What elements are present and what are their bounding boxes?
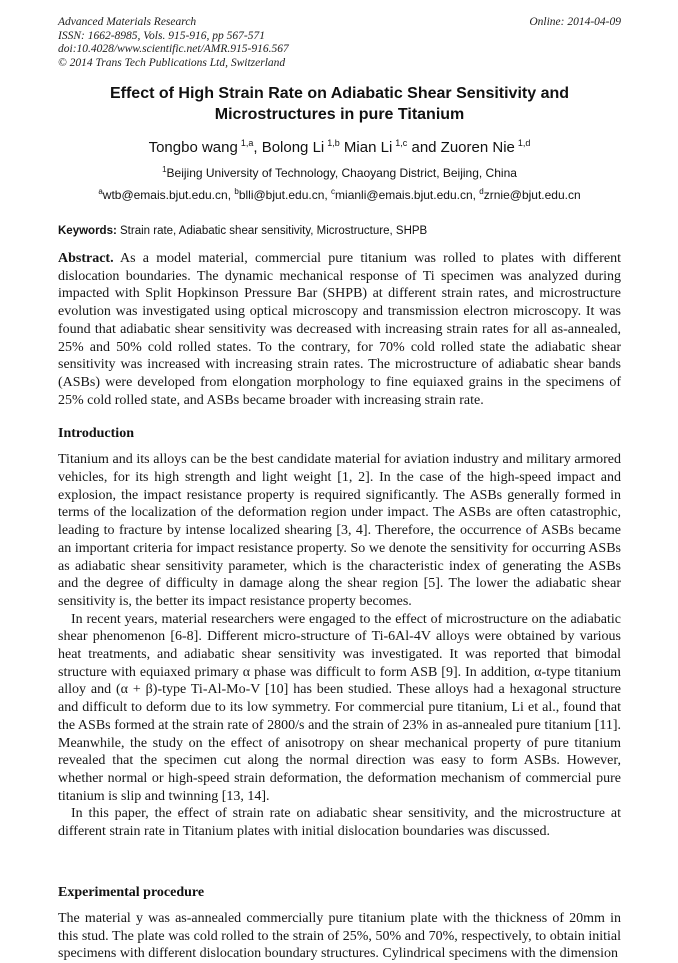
section-heading-introduction: Introduction bbox=[58, 426, 134, 442]
author-name: , Bolong Li bbox=[253, 139, 325, 156]
abstract-label: Abstract. bbox=[58, 251, 114, 266]
emails-line bbox=[58, 187, 621, 202]
affiliation-line bbox=[58, 165, 621, 180]
author-affil-marker: 1,b bbox=[327, 138, 340, 148]
paper-title-line1: Effect of High Strain Rate on Adiabatic Shear Sensitivity and bbox=[109, 85, 570, 102]
publication-header bbox=[58, 16, 621, 70]
author-name: and Zuoren Nie bbox=[407, 139, 515, 156]
experimental-procedure-paragraph-1: The material y was as-annealed commercially pure titanium plate with the thickness of 20mm in this stud. The plate was cold rolled to the strain of 25%, 50% and 70%, respectively, to obtain initial specimens with different dislocation boundary structures. Cylindrical specimens with the dimension bbox=[58, 910, 621, 962]
introduction-paragraph-1: Titanium and its alloys can be the best candidate material for aviation industry and military armored vehicles, for its high strength and light weight [1, 2]. In the case of the high-speed impact and explosion, the impact resistance property is required significantly. The ASBs generally formed in terms of the localization of the deformation region under impact. The ASBs are often catastrophic, leading to fracture by intense localized shearing [3, 4]. Therefore, the occurrence of ASBs became an important criteria for impact resistance property. So we denote the sensitivity for occurring ASBs as adiabatic shear sensitivity parameter, which is the characteristic index of generating the ASBs and the degree of difficulty in damage along the shear region [5]. The lower the adiabatic shear sensitivity is, the better its impact resistance property becomes. bbox=[58, 452, 621, 609]
introduction-paragraph-2: In recent years, material researchers were engaged to the effect of microstructure on the adiabatic shear phenomenon [6-8]. Different micro-structure of Ti-6Al-4V alloys were obtained by various heat treatments, and adiabatic shear sensitivity was investigated. It was reported that bimodal structure with equiaxed primary α phase was difficult to form ASB [9]. In addition, α-type titanium alloy and (α + β)-type Ti-Al-Mo-V [10] has been studied. These alloys had a hexagonal structure and difficult to deform due to its low symmetry. For commercial pure titanium, Li et al., found that the ASBs formed at the strain rate of 2800/s and the strain of 23% in as-annealed pure titanium [11]. Meanwhile, the study on the effect of anisotropy on shear mechanical property of pure titanium revealed that the specimen cut along the normal direction was easy to form ASBs. However, whether normal or high-speed strain deformation, the deformation mechanism of commercial pure titanium is slip and twinning [13, 14]. bbox=[58, 611, 621, 804]
section-heading-experimental-procedure: Experimental procedure bbox=[58, 884, 205, 900]
author-affil-marker: 1,c bbox=[395, 138, 408, 148]
copyright-line: © 2014 Trans Tech Publications Ltd, Switzerland bbox=[58, 56, 286, 69]
affiliation-text: Beijing University of Technology, Chaoyang District, Beijing, China bbox=[166, 166, 517, 180]
issn-line: ISSN: 1662-8985, Vols. 915-916, pp 567-571 bbox=[58, 29, 265, 42]
keywords-label: Keywords: bbox=[58, 225, 117, 237]
paper-title bbox=[58, 83, 621, 125]
authors-line bbox=[58, 138, 621, 156]
email-address: zrnie@bjut.edu.cn bbox=[483, 188, 581, 202]
author-name: Mian Li bbox=[339, 139, 393, 156]
email-marker: b bbox=[234, 187, 239, 196]
abstract-text: As a model material, commercial pure titanium was rolled to plates with different dislocation boundaries. The dynamic mechanical response of Ti specimen was analyzed during impacted with Split Hopkinson Pressure Bar (SHPB) at different strain rates, and microstructure evolution was investigated using optical microscopy and transmission electron microscopy. It was found that adiabatic shear sensitivity was decreased with increasing strain rates for all as-annealed, 25% and 50% cold rolled states. To the contrary, for 70% cold rolled state the adiabatic shear sensitivity was increased with increasing strain rates. The microstructure of adiabatic shear bands (ASBs) were developed from elongation morphology to fine equiaxed grains in the specimens of 25% cold rolled state, and ASBs became broader with increasing strain rate. bbox=[58, 251, 622, 408]
email-marker: a bbox=[98, 187, 103, 196]
keywords-line bbox=[58, 225, 621, 237]
email-marker: d bbox=[479, 187, 484, 196]
doi-line: doi:10.4028/www.scientific.net/AMR.915-916.567 bbox=[58, 43, 289, 55]
affiliation-marker: 1 bbox=[162, 165, 167, 174]
email-address: blli@bjut.edu.cn, bbox=[238, 188, 332, 202]
email-marker: c bbox=[331, 187, 336, 196]
experimental-procedure-section-body bbox=[58, 910, 621, 963]
email-address: mianli@emais.bjut.edu.cn, bbox=[335, 188, 480, 202]
journal-name: Advanced Materials Research bbox=[58, 16, 197, 28]
keywords-text: Strain rate, Adiabatic shear sensitivity, Microstructure, SHPB bbox=[120, 225, 428, 237]
introduction-paragraph-3: In this paper, the effect of strain rate on adiabatic shear sensitivity, and the microstructure at different strain rate in Titanium plates with initial dislocation boundaries was discussed. bbox=[58, 806, 621, 840]
author-name: Tongbo wang bbox=[148, 139, 238, 156]
author-affil-marker: 1,d bbox=[517, 138, 531, 148]
paper-title-line2: Microstructures in pure Titanium bbox=[214, 106, 465, 123]
introduction-section-body bbox=[58, 451, 621, 840]
publication-info bbox=[58, 16, 289, 70]
author-affil-marker: 1,a bbox=[240, 138, 254, 148]
abstract-paragraph bbox=[58, 250, 621, 409]
email-address: wtb@emais.bjut.edu.cn, bbox=[102, 188, 235, 202]
online-date: Online: 2014-04-09 bbox=[529, 16, 621, 28]
